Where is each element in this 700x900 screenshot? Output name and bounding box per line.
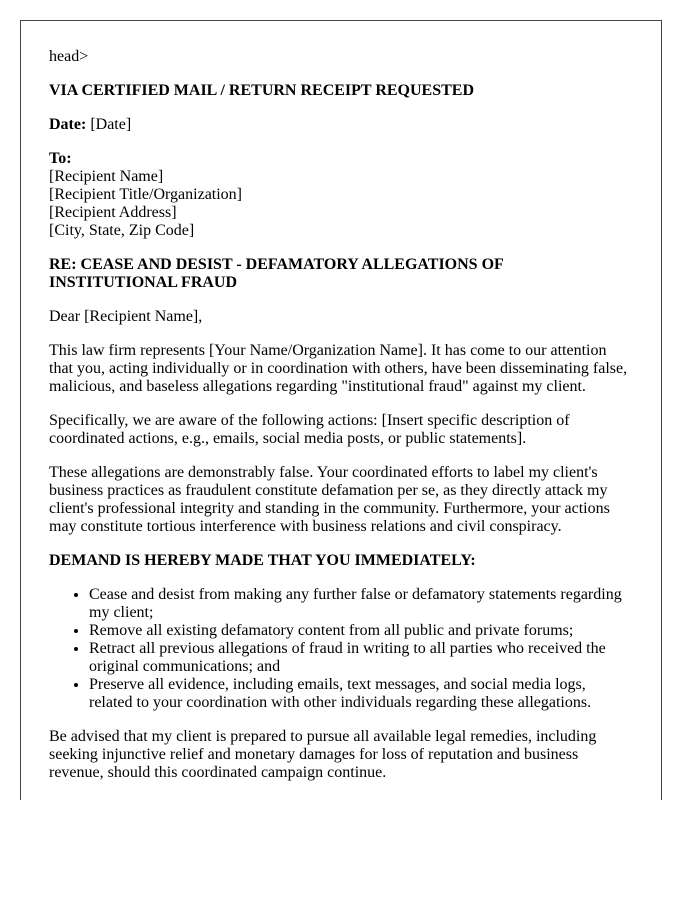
recipient-city: [City, State, Zip Code] bbox=[49, 222, 195, 239]
demand-item: • Preserve all evidence, including emails, text messages, and social media logs, related to your coordination with other individuals regarding these allegations. bbox=[89, 676, 633, 712]
letter-page bbox=[20, 20, 662, 800]
date-label: Date: bbox=[49, 116, 87, 133]
recipient-address: [Recipient Address] bbox=[49, 204, 177, 221]
date-line bbox=[49, 116, 633, 134]
demand-item: • Retract all previous allegations of fraud in writing to all parties who received the original communications; and bbox=[89, 640, 633, 676]
paragraph: Specifically, we are aware of the following actions: [Insert specific description of coordinated actions, e.g., emails, social media posts, or public statements]. bbox=[49, 412, 570, 447]
recipient-title: [Recipient Title/Organization] bbox=[49, 186, 243, 203]
paragraph: This law firm represents [Your Name/Organization Name]. It has come to our attention that you, acting individually or in coordination with others, have been disseminating false, malicious, and baseless allegations regarding "institutional fraud" against my client. bbox=[49, 342, 628, 395]
delivery-line: VIA CERTIFIED MAIL / RETURN RECEIPT REQUESTED bbox=[49, 82, 475, 99]
stray-text: head> bbox=[49, 48, 89, 65]
demand-list bbox=[49, 586, 633, 712]
demand-item: • Remove all existing defamatory content from all public and private forums; bbox=[89, 622, 633, 640]
demand-heading: DEMAND IS HEREBY MADE THAT YOU IMMEDIATELY: bbox=[49, 552, 476, 569]
closing-paragraph: Be advised that my client is prepared to pursue all available legal remedies, including seeking injunctive relief and monetary damages for loss of reputation and business revenue, should this coordinated campaign continue. bbox=[49, 728, 597, 781]
demand-item: • Cease and desist from making any further false or defamatory statements regarding my client; bbox=[89, 586, 633, 622]
subject-line: RE: CEASE AND DESIST - DEFAMATORY ALLEGATIONS OF INSTITUTIONAL FRAUD bbox=[49, 256, 504, 291]
to-label: To: bbox=[49, 150, 72, 167]
recipient-block bbox=[49, 150, 633, 240]
paragraph: These allegations are demonstrably false. Your coordinated efforts to label my client's business practices as fraudulent constitute defamation per se, as they directly attack my client's professional integrity and standing in the community. Furthermore, your actions may constitute tortious interference with business relations and civil conspiracy. bbox=[49, 464, 610, 535]
salutation: Dear [Recipient Name], bbox=[49, 308, 203, 325]
date-value: [Date] bbox=[90, 116, 132, 133]
recipient-name: [Recipient Name] bbox=[49, 168, 164, 185]
